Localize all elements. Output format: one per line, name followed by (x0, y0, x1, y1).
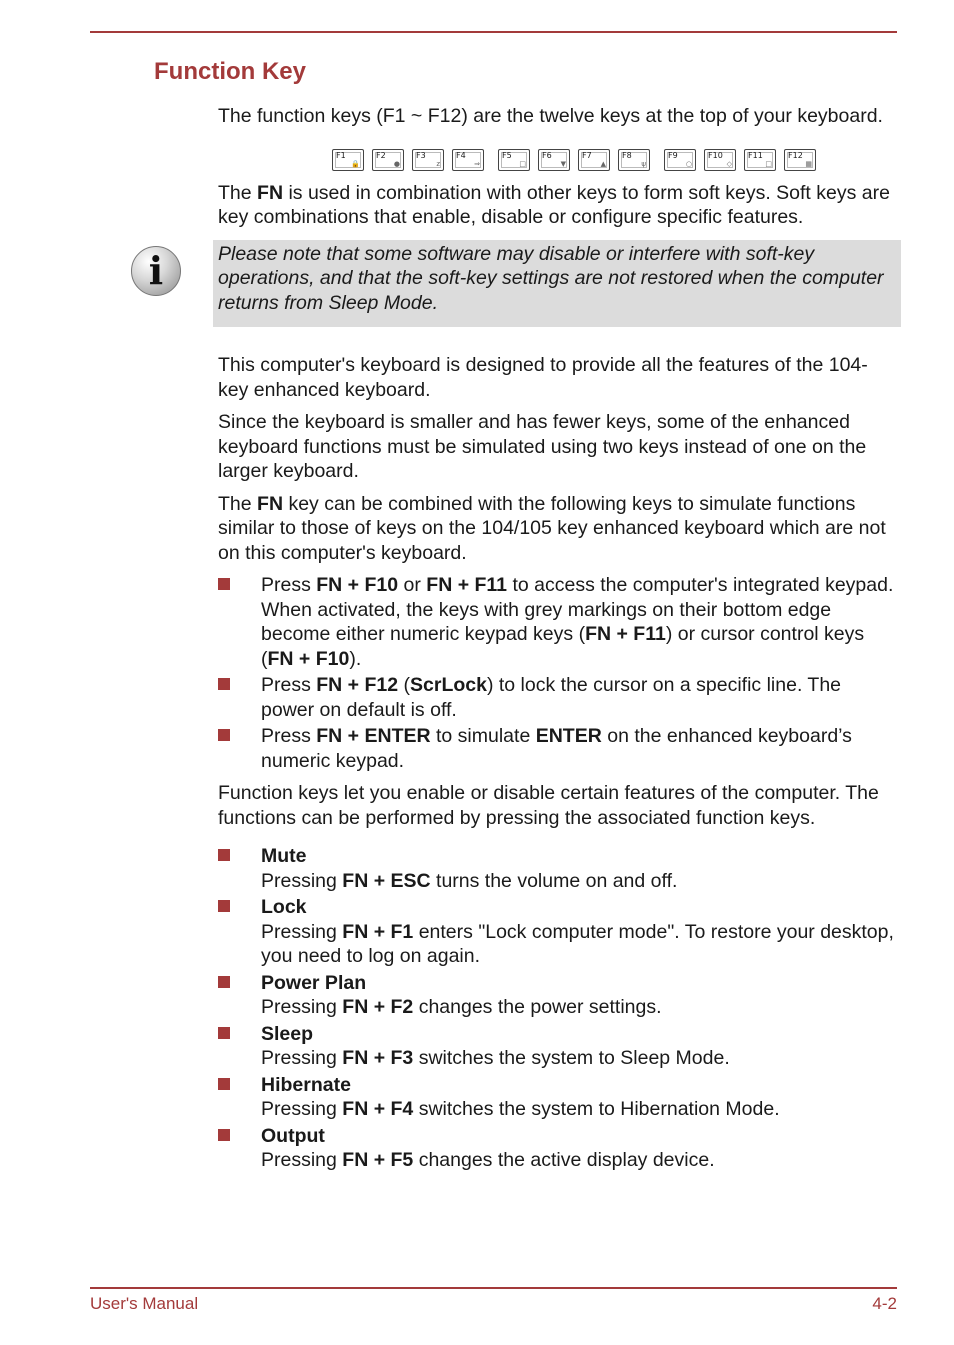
function-item-lock: Lock Pressing FN + F1 enters "Lock computer mode". To restore your desktop, you need to log on again. (218, 895, 898, 969)
function-list (218, 844, 898, 1173)
list-item: Press FN + F12 (ScrLock) to lock the cursor on a specific line. The power on default is off. (218, 673, 898, 722)
bullet-square (218, 1078, 230, 1090)
function-item-output: Output Pressing FN + F5 changes the active display device. (218, 1124, 898, 1173)
key-f5: F5 □ (498, 149, 530, 171)
bullet-square (218, 729, 230, 741)
key-f12: F12 ▦ (784, 149, 816, 171)
intro-paragraph: The function keys (F1 ~ F12) are the twelve keys at the top of your keyboard. (218, 105, 883, 127)
key-f8: F8 ψ (618, 149, 650, 171)
list-item: Press FN + ENTER to simulate ENTER on the enhanced keyboard’s numeric keypad. (218, 724, 898, 773)
bullet-square (218, 1027, 230, 1039)
page-number: 4-2 (872, 1294, 897, 1313)
key-f11: F11 □ (744, 149, 776, 171)
function-item-hibernate: Hibernate Pressing FN + F4 switches the system to Hibernation Mode. (218, 1073, 898, 1122)
functions-paragraph: Function keys let you enable or disable certain features of the computer. The functions can be performed by pressing the associated function keys. (218, 782, 879, 829)
smaller-keyboard-paragraph: Since the keyboard is smaller and has fewer keys, some of the enhanced keyboard functions must be simulated using two keys instead of one on the larger keyboard. (218, 411, 867, 482)
key-f2: F2 ● (372, 149, 404, 171)
key-f6: F6 ▼ (538, 149, 570, 171)
function-item-power-plan: Power Plan Pressing FN + F2 changes the power settings. (218, 971, 898, 1020)
function-keys-strip (218, 149, 898, 171)
note-box (148, 240, 901, 328)
list-item: Press FN + F10 or FN + F11 to access the computer's integrated keypad. When activated, the keys with grey markings on their bottom edge become either numeric keypad keys (FN + F11) or cursor control keys (FN + F10). (218, 573, 898, 671)
bullet-square (218, 1129, 230, 1141)
section-heading: Function Key (154, 58, 307, 85)
bullet-square (218, 976, 230, 988)
keyboard-104-paragraph: This computer's keyboard is designed to provide all the features of the 104-key enhanced keyboard. (218, 354, 868, 401)
header-rule (90, 31, 897, 33)
footer-title: User's Manual (90, 1294, 199, 1313)
info-icon: i (131, 246, 181, 296)
fn-combo-list (218, 573, 898, 773)
bullet-square (218, 578, 230, 590)
key-f1: F1 🔒 (332, 149, 364, 171)
key-f3: F3 z (412, 149, 444, 171)
key-f9: F9 ○ (664, 149, 696, 171)
key-f10: F10 ◇ (704, 149, 736, 171)
fn-key-paragraph: The FN key can be combined with the following keys to simulate functions similar to those of keys on the 104/105 key enhanced keyboard which are not on this computer's keyboard. (218, 492, 886, 564)
note-text: Please note that some software may disable or interfere with soft-key operations, and that the soft-key settings are not restored when the computer returns from Sleep Mode. (218, 242, 884, 314)
key-f4: F4 ⇒ (452, 149, 484, 171)
main-content (148, 104, 898, 1181)
fn-paragraph: The FN is used in combination with other keys to form soft keys. Soft keys are key combinations that enable, disable or configure specific features. (218, 181, 890, 228)
key-f7: F7 ▲ (578, 149, 610, 171)
function-item-sleep: Sleep Pressing FN + F3 switches the system to Sleep Mode. (218, 1022, 898, 1071)
bullet-square (218, 678, 230, 690)
bullet-square (218, 849, 230, 861)
footer-rule (90, 1287, 897, 1289)
bullet-square (218, 900, 230, 912)
function-item-mute: Mute Pressing FN + ESC turns the volume on and off. (218, 844, 898, 893)
